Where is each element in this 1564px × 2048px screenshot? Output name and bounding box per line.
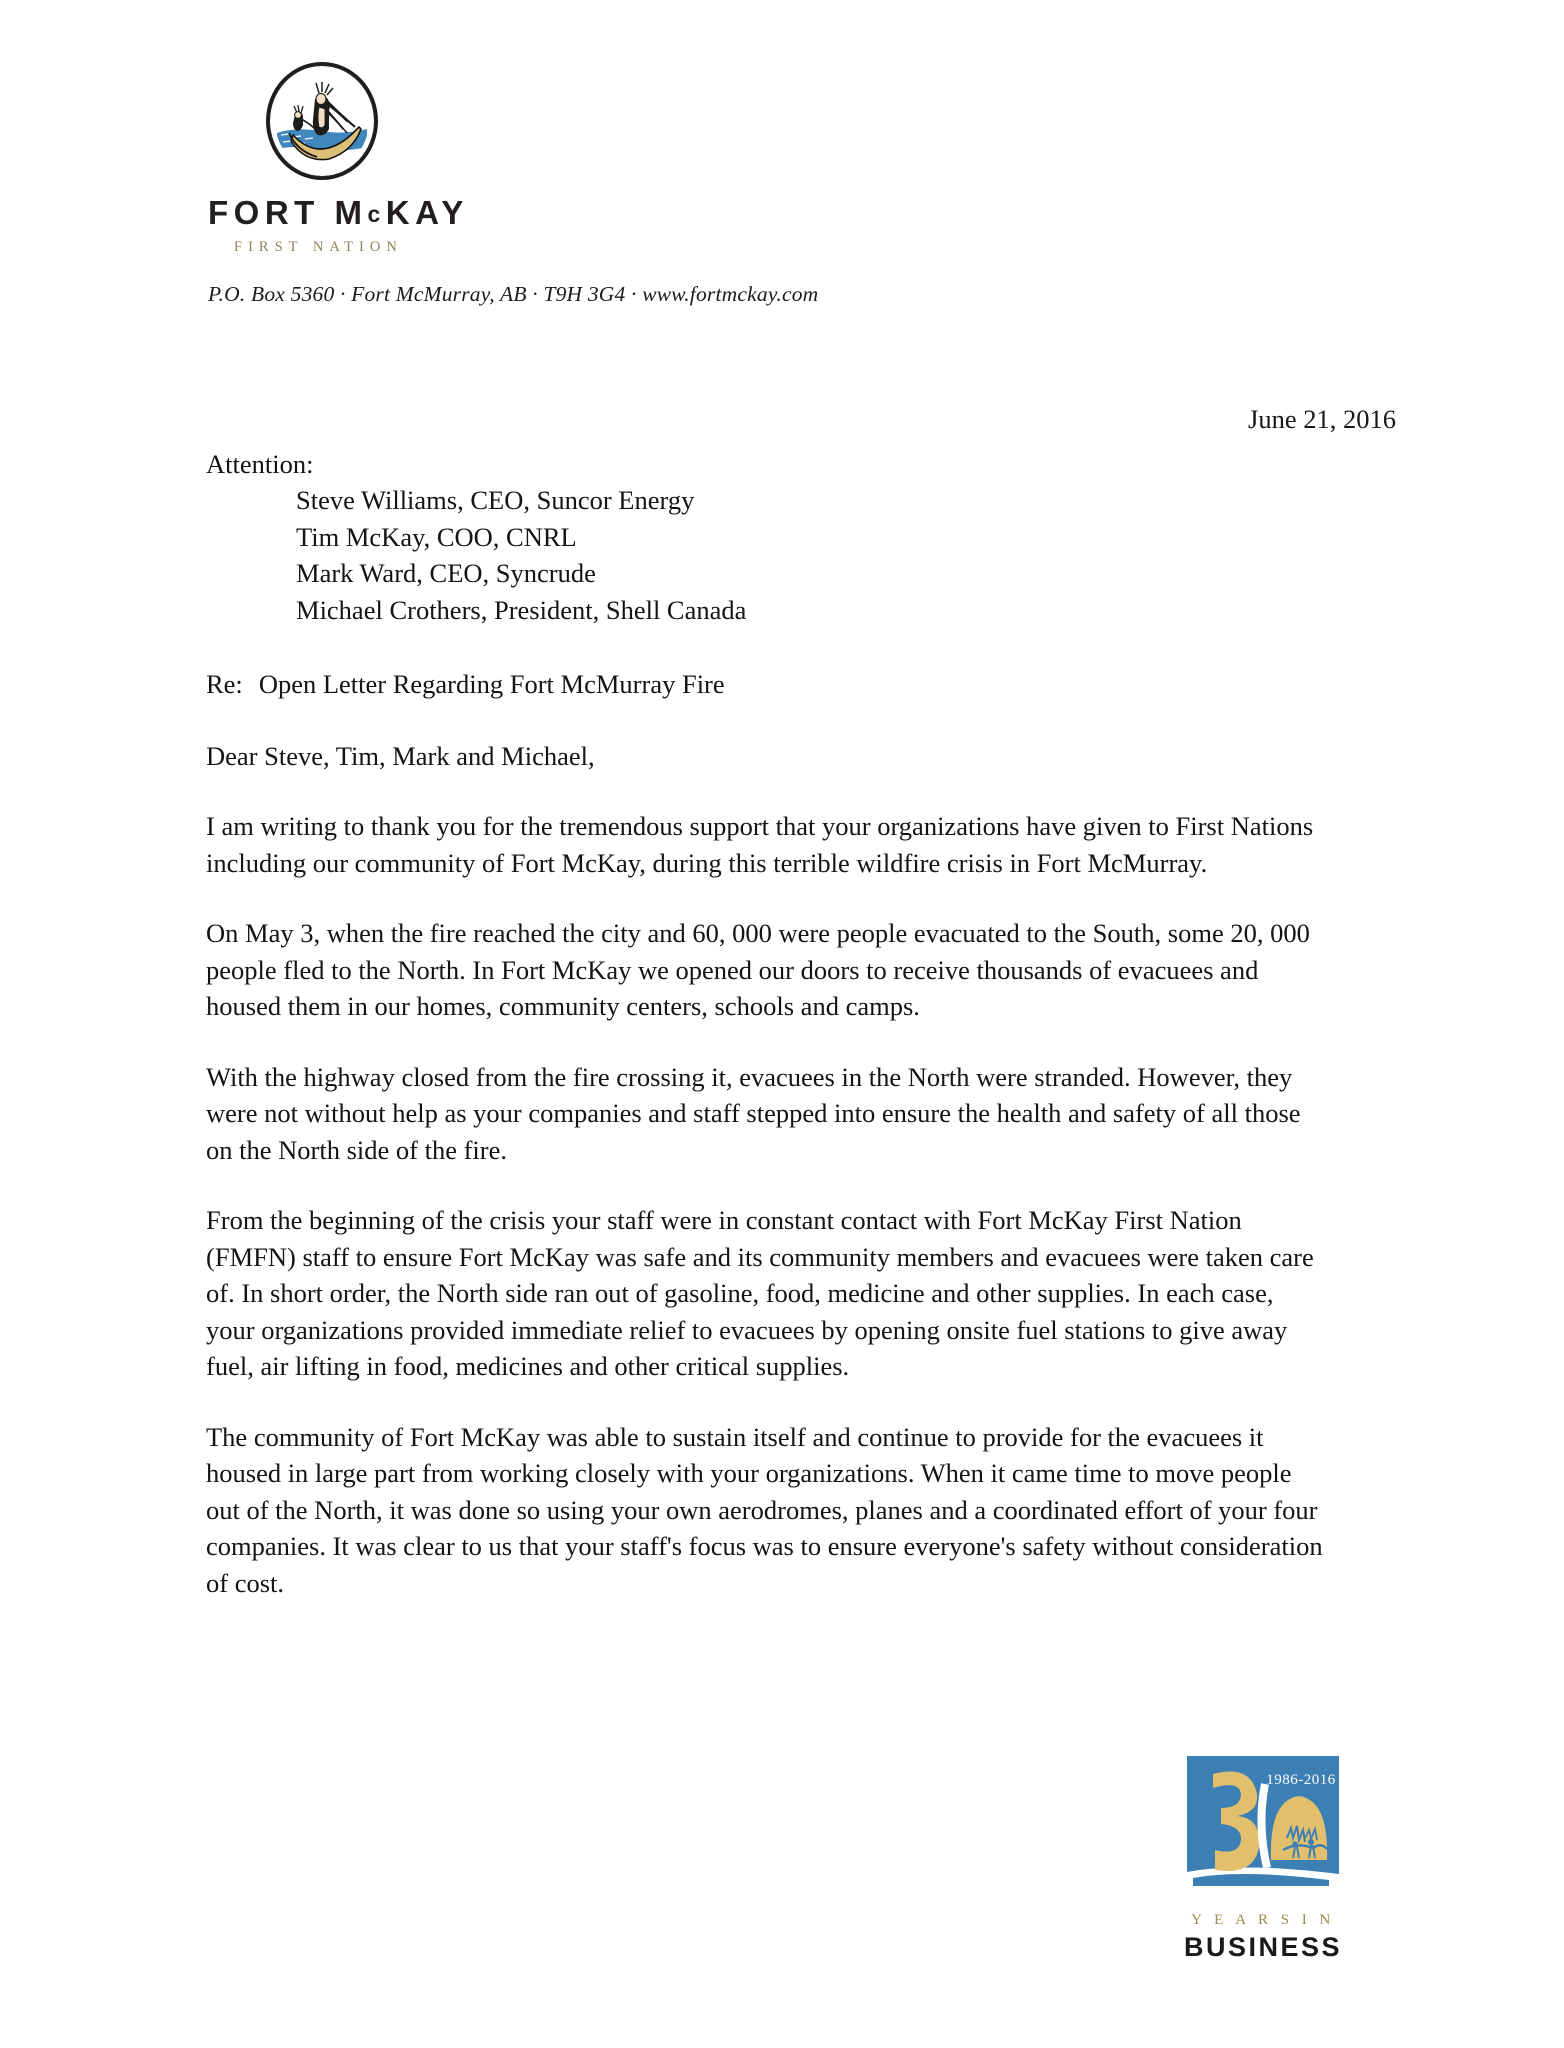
recipient-list xyxy=(296,482,1326,628)
brand-name xyxy=(208,194,1108,232)
body-paragraph: From the beginning of the crisis your staff were in constant contact with Fort McKay First Nation (FMFN) staff to ensure Fort McKay was safe and its community members and evacuees were taken care of. In short order, the North side ran out of gasoline, food, medicine and other supplies. In each case, your organizations provided immediate relief to evacuees by opening onsite fuel stations to give away fuel, air lifting in food, medicines and other critical supplies. xyxy=(206,1205,1314,1381)
badge-years-in-label: Y E A R S I N xyxy=(1191,1912,1335,1928)
subject-label: Re: xyxy=(206,669,243,699)
brand-name-part-2: KAY xyxy=(385,194,469,231)
list-item: Michael Crothers, President, Shell Canada xyxy=(296,594,747,625)
attention-label: Attention: xyxy=(206,449,314,479)
body-paragraph: On May 3, when the fire reached the city and 60, 000 were people evacuated to the South, some 20, 000 people fled to the North. In Fort McKay we opened our doors to receive thousands of evacuees and housed them in our homes, community centers, schools and camps. xyxy=(206,918,1310,1021)
brand-name-part-1: FORT M xyxy=(208,194,368,231)
subject-text: Open Letter Regarding Fort McMurray Fire xyxy=(258,669,725,699)
letterhead-address: P.O. Box 5360 · Fort McMurray, AB · T9H 3G4 · www.fortmckay.com xyxy=(208,282,819,306)
body-paragraph: With the highway closed from the fire crossing it, evacuees in the North were stranded. However, they were not without help as your companies and staff stepped into ensure the health and safety of all those on the North side of the fire. xyxy=(206,1061,1301,1165)
anniversary-badge xyxy=(1168,1754,1358,1963)
letter-body xyxy=(206,446,1326,1628)
list-item: Mark Ward, CEO, Syncrude xyxy=(296,558,596,588)
brand-subtitle: FIRST NATION xyxy=(234,239,403,255)
salutation: Dear Steve, Tim, Mark and Michael, xyxy=(206,741,595,771)
body-paragraph: I am writing to thank you for the tremendous support that your organizations have given to First Nations including our community of Fort McKay, during this terrible wildfire crisis in Fort McMurray. xyxy=(206,811,1314,878)
brand-name-superscript-c: c xyxy=(367,201,386,227)
thirty-years-anniversary-icon xyxy=(1179,1754,1347,1904)
body-paragraph: The community of Fort McKay was able to sustain itself and continue to provide for the evacuees it housed in large part from working closely with your organizations. When it came time to move people out of the North, it was done so using your own aerodromes, planes and a coordinated effort of your four companies. It was clear to us that your staff's focus was to ensure everyone's safety without consideration of cost. xyxy=(206,1421,1323,1598)
crest-artwork xyxy=(275,71,369,171)
badge-business-label: BUSINESS xyxy=(1183,1932,1343,1962)
letterhead xyxy=(208,62,1108,307)
canoe-crest-icon xyxy=(266,62,384,180)
list-item: Tim McKay, COO, CNRL xyxy=(296,521,577,552)
letter-date: June 21, 2016 xyxy=(1248,404,1396,434)
subject-line xyxy=(206,666,1326,702)
list-item: Steve Williams, CEO, Suncor Energy xyxy=(296,485,695,515)
svg-text:1986-2016: 1986-2016 xyxy=(1266,1772,1336,1788)
